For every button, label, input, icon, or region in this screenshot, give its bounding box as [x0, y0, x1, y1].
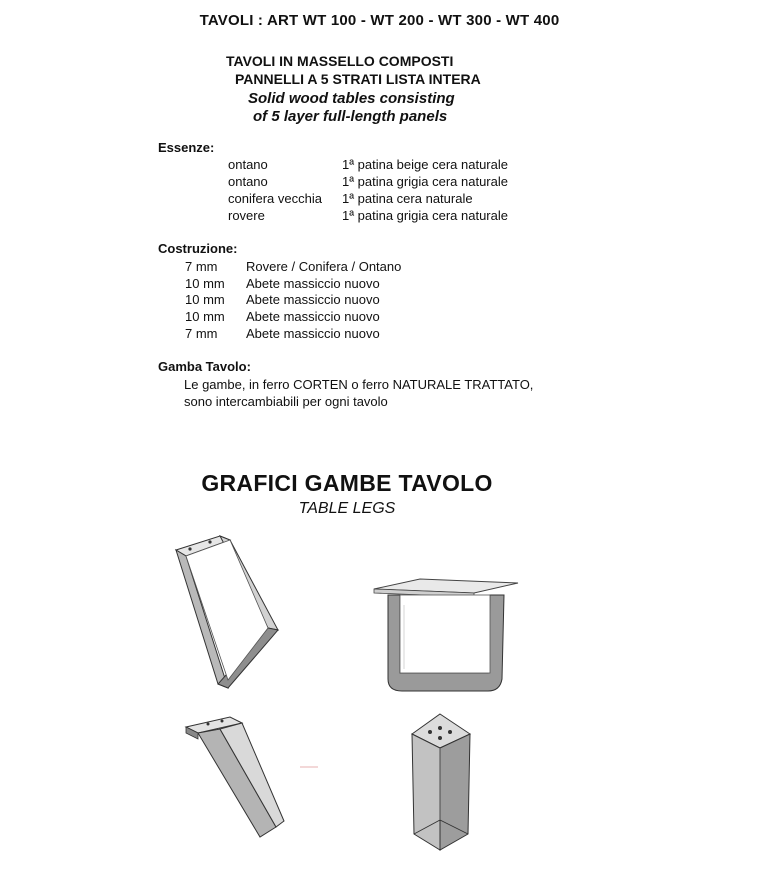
gamba-description-line-2: sono intercambiabili per ogni tavolo: [184, 394, 388, 409]
layer-thickness: 10 mm: [185, 276, 225, 291]
layer-material: Abete massiccio nuovo: [246, 309, 380, 324]
graphics-subtitle: TABLE LEGS: [298, 500, 396, 517]
layer-thickness: 10 mm: [185, 292, 225, 307]
layer-material: Abete massiccio nuovo: [246, 276, 380, 291]
layer-material: Abete massiccio nuovo: [246, 326, 380, 341]
gamba-description-line-1: Le gambe, in ferro CORTEN o ferro NATURALE TRATTATO,: [184, 377, 534, 392]
essenze-wood: ontano: [228, 174, 268, 189]
intro-line-3-english: Solid wood tables consisting: [248, 90, 455, 107]
intro-line-1: TAVOLI IN MASSELLO COMPOSTI: [226, 53, 454, 69]
leg-drawing-square-frame: [370, 575, 520, 695]
intro-line-2: PANNELLI A 5 STRATI LISTA INTERA: [235, 71, 481, 87]
gamba-label: Gamba Tavolo:: [158, 359, 251, 374]
essenze-finish: 1ª patina grigia cera naturale: [342, 174, 508, 189]
leg-drawing-corner-leg: [400, 710, 490, 855]
intro-line-4-english: of 5 layer full-length panels: [253, 108, 448, 125]
layer-thickness: 10 mm: [185, 309, 225, 324]
essenze-wood: conifera vecchia: [228, 191, 322, 206]
essenze-wood: rovere: [228, 208, 265, 223]
leg-drawing-angled-leg: [180, 715, 300, 845]
essenze-finish: 1ª patina grigia cera naturale: [342, 208, 508, 223]
layer-thickness: 7 mm: [185, 326, 218, 341]
layer-thickness: 7 mm: [185, 259, 218, 274]
layer-material: Rovere / Conifera / Ontano: [246, 259, 402, 274]
graphics-title: GRAFICI GAMBE TAVOLO: [201, 470, 493, 496]
essenze-label: Essenze:: [158, 140, 215, 155]
essenze-wood: ontano: [228, 157, 268, 172]
leg-drawing-slanted-frame: [160, 528, 290, 693]
essenze-finish: 1ª patina cera naturale: [342, 191, 473, 206]
costruzione-label: Costruzione:: [158, 241, 238, 256]
layer-material: Abete massiccio nuovo: [246, 292, 380, 307]
essenze-finish: 1ª patina beige cera naturale: [342, 157, 508, 172]
page-header-title: TAVOLI : ART WT 100 - WT 200 - WT 300 - WT 400: [199, 12, 560, 29]
